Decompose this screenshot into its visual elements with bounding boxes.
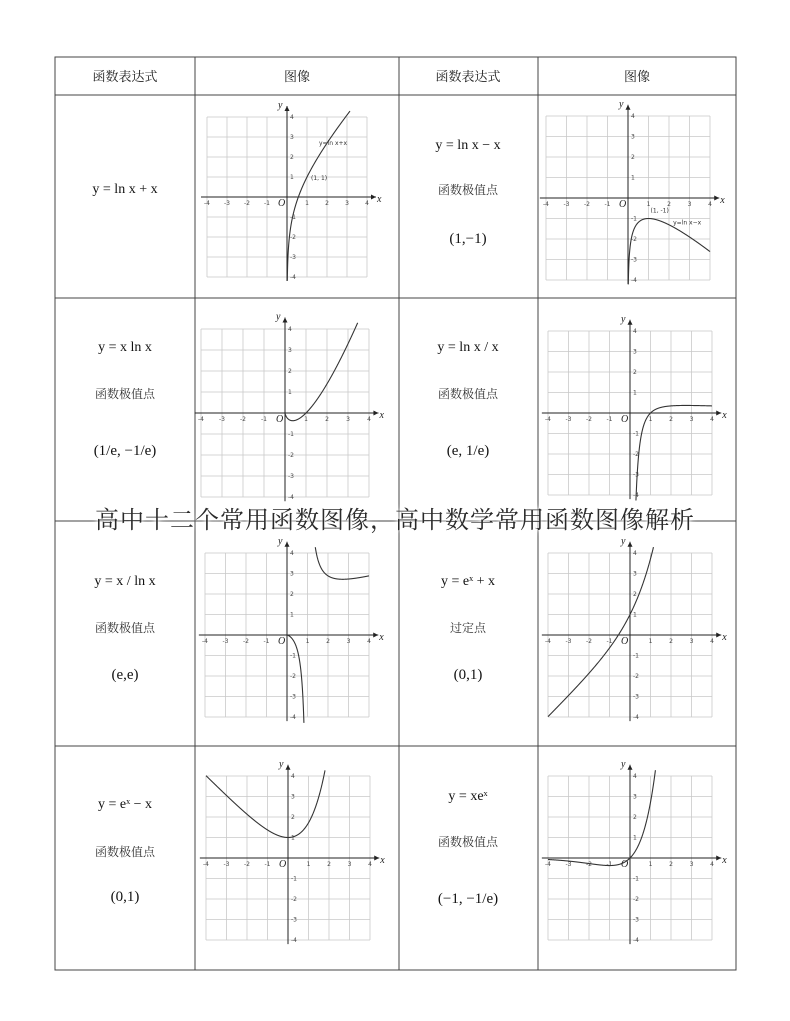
graph-xex (542, 759, 727, 944)
x-tick-label: 3 (347, 861, 352, 868)
y-tick-label: -4 (290, 274, 296, 281)
x-axis-arrow (371, 195, 376, 200)
y-axis-arrow (628, 320, 633, 325)
header-expression-2: 函数表达式 (435, 70, 501, 85)
x-tick-label: -2 (584, 201, 590, 208)
y-tick-label: 1 (633, 611, 637, 619)
x-tick-label: 3 (689, 416, 694, 423)
function-curve (548, 770, 655, 865)
y-tick-label: 2 (290, 154, 294, 161)
x-axis-arrow (716, 411, 721, 416)
y-tick-label: -4 (290, 714, 296, 721)
x-tick-label: 2 (325, 416, 329, 423)
x-tick-label: -3 (219, 416, 225, 423)
label-extreme-point: 函数极值点 (94, 387, 156, 401)
y-axis-arrow (628, 542, 633, 547)
y-tick-label: -4 (633, 714, 639, 721)
y-axis-label: y (276, 311, 281, 323)
label-fixed-point: 过定点 (449, 621, 487, 635)
y-axis-arrow (286, 765, 291, 770)
formula-xlnx: y = x ln x (98, 340, 152, 355)
y-tick-label: -3 (631, 256, 637, 264)
y-tick-label: 4 (633, 773, 637, 780)
y-tick-label: -2 (290, 234, 296, 241)
x-tick-label: -1 (606, 638, 613, 645)
x-axis-label: x (720, 195, 725, 206)
x-tick-label: 4 (708, 201, 712, 208)
label-extreme-point: 函数极值点 (94, 621, 156, 635)
x-tick-label: -3 (565, 638, 572, 645)
overlay-title: 高中十二个常用函数图像，高中数学常用函数图像解析 (95, 506, 695, 534)
x-tick-label: 3 (689, 861, 694, 868)
x-tick-label: -1 (261, 416, 267, 423)
y-tick-label: -4 (633, 492, 639, 499)
y-tick-label: 2 (633, 369, 637, 376)
graph-x-over-lnx (199, 536, 384, 723)
y-tick-label: -1 (631, 215, 637, 223)
function-curve (636, 405, 712, 500)
curve-label: y=ln x−x (673, 219, 702, 227)
origin-label: O (276, 414, 284, 425)
y-tick-label: 4 (633, 328, 637, 335)
x-tick-label: 4 (710, 861, 714, 868)
formula-ex-plus-x: y = eˣ + x (440, 574, 496, 589)
graph-lnx-over-x (542, 314, 727, 501)
formula-lnx-over-x: y = ln x / x (437, 340, 499, 355)
y-tick-label: -2 (288, 452, 294, 459)
y-axis-arrow (285, 542, 290, 547)
x-tick-label: -3 (565, 416, 572, 423)
x-axis-label: x (380, 855, 385, 866)
y-tick-label: -2 (633, 451, 639, 458)
y-tick-label: 1 (633, 834, 637, 842)
y-axis-arrow (626, 105, 631, 110)
x-tick-label: 1 (648, 638, 653, 645)
x-tick-label: 1 (648, 416, 653, 423)
label-extreme-point: 函数极值点 (437, 835, 499, 849)
point-xlnx: (1/e, −1/e) (93, 443, 157, 459)
x-tick-label: 4 (368, 861, 372, 868)
x-axis-label: x (722, 855, 727, 866)
header-graph-1: 图像 (283, 70, 311, 85)
x-axis-label: x (379, 632, 384, 643)
origin-label: O (279, 859, 287, 870)
point-x-over-lnx: (e,e) (111, 667, 139, 683)
x-tick-label: 1 (304, 416, 308, 423)
y-tick-label: 4 (633, 550, 637, 557)
x-tick-label: -4 (203, 861, 209, 868)
function-curve (206, 770, 325, 837)
function-curve (285, 323, 358, 421)
y-axis-label: y (621, 758, 626, 770)
x-axis-label: x (722, 410, 727, 421)
y-axis-arrow (628, 765, 633, 770)
point-lnx-over-x: (e, 1/e) (446, 443, 490, 459)
graph-ex-plus-x (542, 536, 727, 721)
y-tick-label: -3 (290, 254, 296, 261)
header-graph-2: 图像 (623, 70, 651, 85)
y-tick-label: -2 (290, 673, 296, 680)
x-tick-label: 2 (669, 416, 673, 423)
graph-lnx-plus-x (201, 100, 382, 281)
x-tick-label: 4 (367, 638, 371, 645)
origin-label: O (621, 414, 629, 425)
y-tick-label: -1 (291, 875, 297, 883)
x-axis-arrow (373, 411, 378, 416)
x-tick-label: -1 (263, 638, 270, 645)
x-tick-label: -2 (244, 861, 250, 868)
formula-lnx-plus-x: y = ln x + x (92, 182, 158, 197)
label-extreme-point: 函数极值点 (437, 183, 499, 197)
point-xex: (−1, −1/e) (437, 891, 499, 907)
formula-lnx-minus-x: y = ln x − x (435, 138, 501, 153)
y-tick-label: -3 (288, 473, 294, 480)
x-tick-label: -1 (264, 861, 271, 868)
y-tick-label: -2 (633, 673, 639, 680)
x-tick-label: -4 (204, 200, 210, 207)
x-tick-label: -4 (543, 201, 549, 208)
x-tick-label: 4 (710, 638, 714, 645)
x-tick-label: 4 (367, 416, 371, 423)
x-tick-label: -1 (264, 200, 270, 207)
x-tick-label: 1 (306, 861, 311, 868)
y-axis-label: y (619, 98, 624, 110)
x-tick-label: -3 (224, 200, 230, 207)
formula-ex-minus-x: y = eˣ − x (97, 797, 153, 812)
x-tick-label: 3 (346, 416, 350, 423)
x-tick-label: 1 (305, 638, 310, 645)
x-tick-label: 4 (710, 416, 714, 423)
origin-label: O (278, 198, 286, 209)
y-tick-label: 1 (290, 174, 294, 181)
x-tick-label: -3 (565, 861, 572, 868)
x-axis-label: x (377, 194, 382, 205)
formula-x-over-lnx: y = x / ln x (94, 574, 156, 589)
y-tick-label: 1 (633, 389, 637, 397)
y-tick-label: 3 (290, 570, 294, 578)
origin-label: O (621, 859, 629, 870)
y-tick-label: 2 (633, 814, 637, 821)
y-tick-label: -1 (633, 875, 639, 883)
x-tick-label: 3 (346, 638, 351, 645)
y-axis-arrow (283, 317, 288, 322)
y-tick-label: -1 (288, 431, 294, 438)
y-tick-label: 4 (290, 550, 294, 557)
y-tick-label: -1 (633, 652, 639, 660)
x-tick-label: -4 (202, 638, 208, 645)
x-tick-label: -2 (586, 416, 592, 423)
x-tick-label: 4 (365, 200, 369, 207)
y-tick-label: 1 (288, 389, 292, 396)
x-tick-label: 1 (648, 861, 653, 868)
x-axis-arrow (716, 856, 721, 861)
x-tick-label: -4 (545, 861, 551, 868)
y-tick-label: -3 (290, 693, 296, 701)
y-tick-label: 3 (288, 347, 292, 354)
y-tick-label: 3 (633, 348, 637, 356)
x-tick-label: 2 (667, 201, 671, 208)
y-tick-label: -3 (633, 916, 639, 924)
point-ex-minus-x: (0,1) (110, 889, 140, 905)
y-tick-label: -2 (631, 236, 637, 243)
y-tick-label: 2 (288, 368, 292, 375)
x-tick-label: 2 (326, 638, 330, 645)
x-tick-label: -4 (198, 416, 204, 423)
point-label: (1, 1) (311, 175, 328, 182)
x-tick-label: -1 (604, 201, 611, 208)
point-label: (1, -1) (650, 207, 669, 215)
y-tick-label: -1 (633, 430, 639, 438)
y-axis-label: y (278, 535, 283, 547)
y-tick-label: 3 (631, 133, 635, 141)
x-tick-label: -2 (240, 416, 246, 423)
y-tick-label: 1 (631, 174, 635, 182)
function-curve (287, 111, 350, 281)
y-tick-label: 2 (290, 591, 294, 598)
x-tick-label: -3 (563, 201, 570, 208)
label-extreme-point: 函数极值点 (437, 387, 499, 401)
y-tick-label: -3 (633, 693, 639, 701)
y-axis-label: y (621, 535, 626, 547)
x-tick-label: 2 (327, 861, 331, 868)
y-tick-label: 3 (290, 134, 294, 141)
origin-label: O (619, 199, 627, 210)
origin-label: O (278, 636, 286, 647)
x-tick-label: -3 (223, 861, 230, 868)
x-axis-arrow (374, 856, 379, 861)
x-tick-label: -2 (586, 638, 592, 645)
y-tick-label: 3 (633, 793, 637, 801)
x-axis-arrow (714, 196, 719, 201)
x-tick-label: -4 (545, 416, 551, 423)
y-axis-label: y (621, 313, 626, 325)
y-tick-label: -3 (633, 471, 639, 479)
y-tick-label: -2 (633, 896, 639, 903)
x-tick-label: -2 (244, 200, 250, 207)
y-tick-label: 2 (633, 591, 637, 598)
label-extreme-point: 函数极值点 (94, 845, 156, 859)
y-axis-label: y (278, 100, 283, 111)
y-axis-arrow (285, 106, 290, 111)
y-tick-label: -4 (288, 494, 294, 501)
x-tick-label: -2 (243, 638, 249, 645)
x-tick-label: 1 (305, 200, 309, 207)
x-tick-label: 3 (687, 201, 692, 208)
y-tick-label: 2 (631, 154, 635, 161)
y-tick-label: -1 (290, 214, 296, 221)
x-tick-label: 2 (669, 638, 673, 645)
origin-label: O (621, 636, 629, 647)
y-tick-label: 4 (290, 114, 294, 121)
graph-ex-minus-x (200, 759, 385, 944)
x-tick-label: 3 (345, 200, 349, 207)
y-tick-label: 4 (291, 773, 295, 780)
x-tick-label: 2 (325, 200, 329, 207)
x-tick-label: 1 (646, 201, 651, 208)
curve-label: y=ln x+x (319, 140, 348, 147)
y-tick-label: 2 (291, 814, 295, 821)
x-axis-label: x (379, 410, 384, 421)
x-tick-label: -3 (222, 638, 229, 645)
y-tick-label: 3 (633, 570, 637, 578)
header-expression-1: 函数表达式 (92, 70, 158, 85)
x-tick-label: -4 (545, 638, 551, 645)
x-axis-arrow (373, 633, 378, 638)
y-axis-label: y (279, 758, 284, 770)
y-tick-label: -3 (291, 916, 297, 924)
point-ex-plus-x: (0,1) (453, 667, 483, 683)
y-tick-label: 4 (288, 326, 292, 333)
function-curve (548, 547, 653, 717)
y-tick-label: -2 (291, 896, 297, 903)
y-tick-label: 4 (631, 113, 635, 120)
x-tick-label: -1 (606, 416, 613, 423)
y-tick-label: -1 (290, 652, 296, 660)
graph-xlnx (195, 312, 385, 502)
y-tick-label: 3 (291, 793, 295, 801)
y-tick-label: -4 (633, 937, 639, 944)
y-tick-label: -4 (291, 937, 297, 944)
x-tick-label: 3 (689, 638, 694, 645)
point-lnx-minus-x: (1,−1) (449, 231, 487, 247)
x-axis-label: x (722, 632, 727, 643)
x-tick-label: -1 (606, 861, 613, 868)
y-tick-label: 1 (290, 611, 294, 619)
x-tick-label: -2 (586, 861, 592, 868)
x-tick-label: 2 (669, 861, 673, 868)
x-axis-arrow (716, 633, 721, 638)
formula-xex: y = xeˣ (448, 789, 488, 804)
graph-lnx-minus-x (540, 99, 725, 285)
y-tick-label: -4 (631, 277, 637, 284)
y-tick-label: 1 (291, 834, 295, 842)
